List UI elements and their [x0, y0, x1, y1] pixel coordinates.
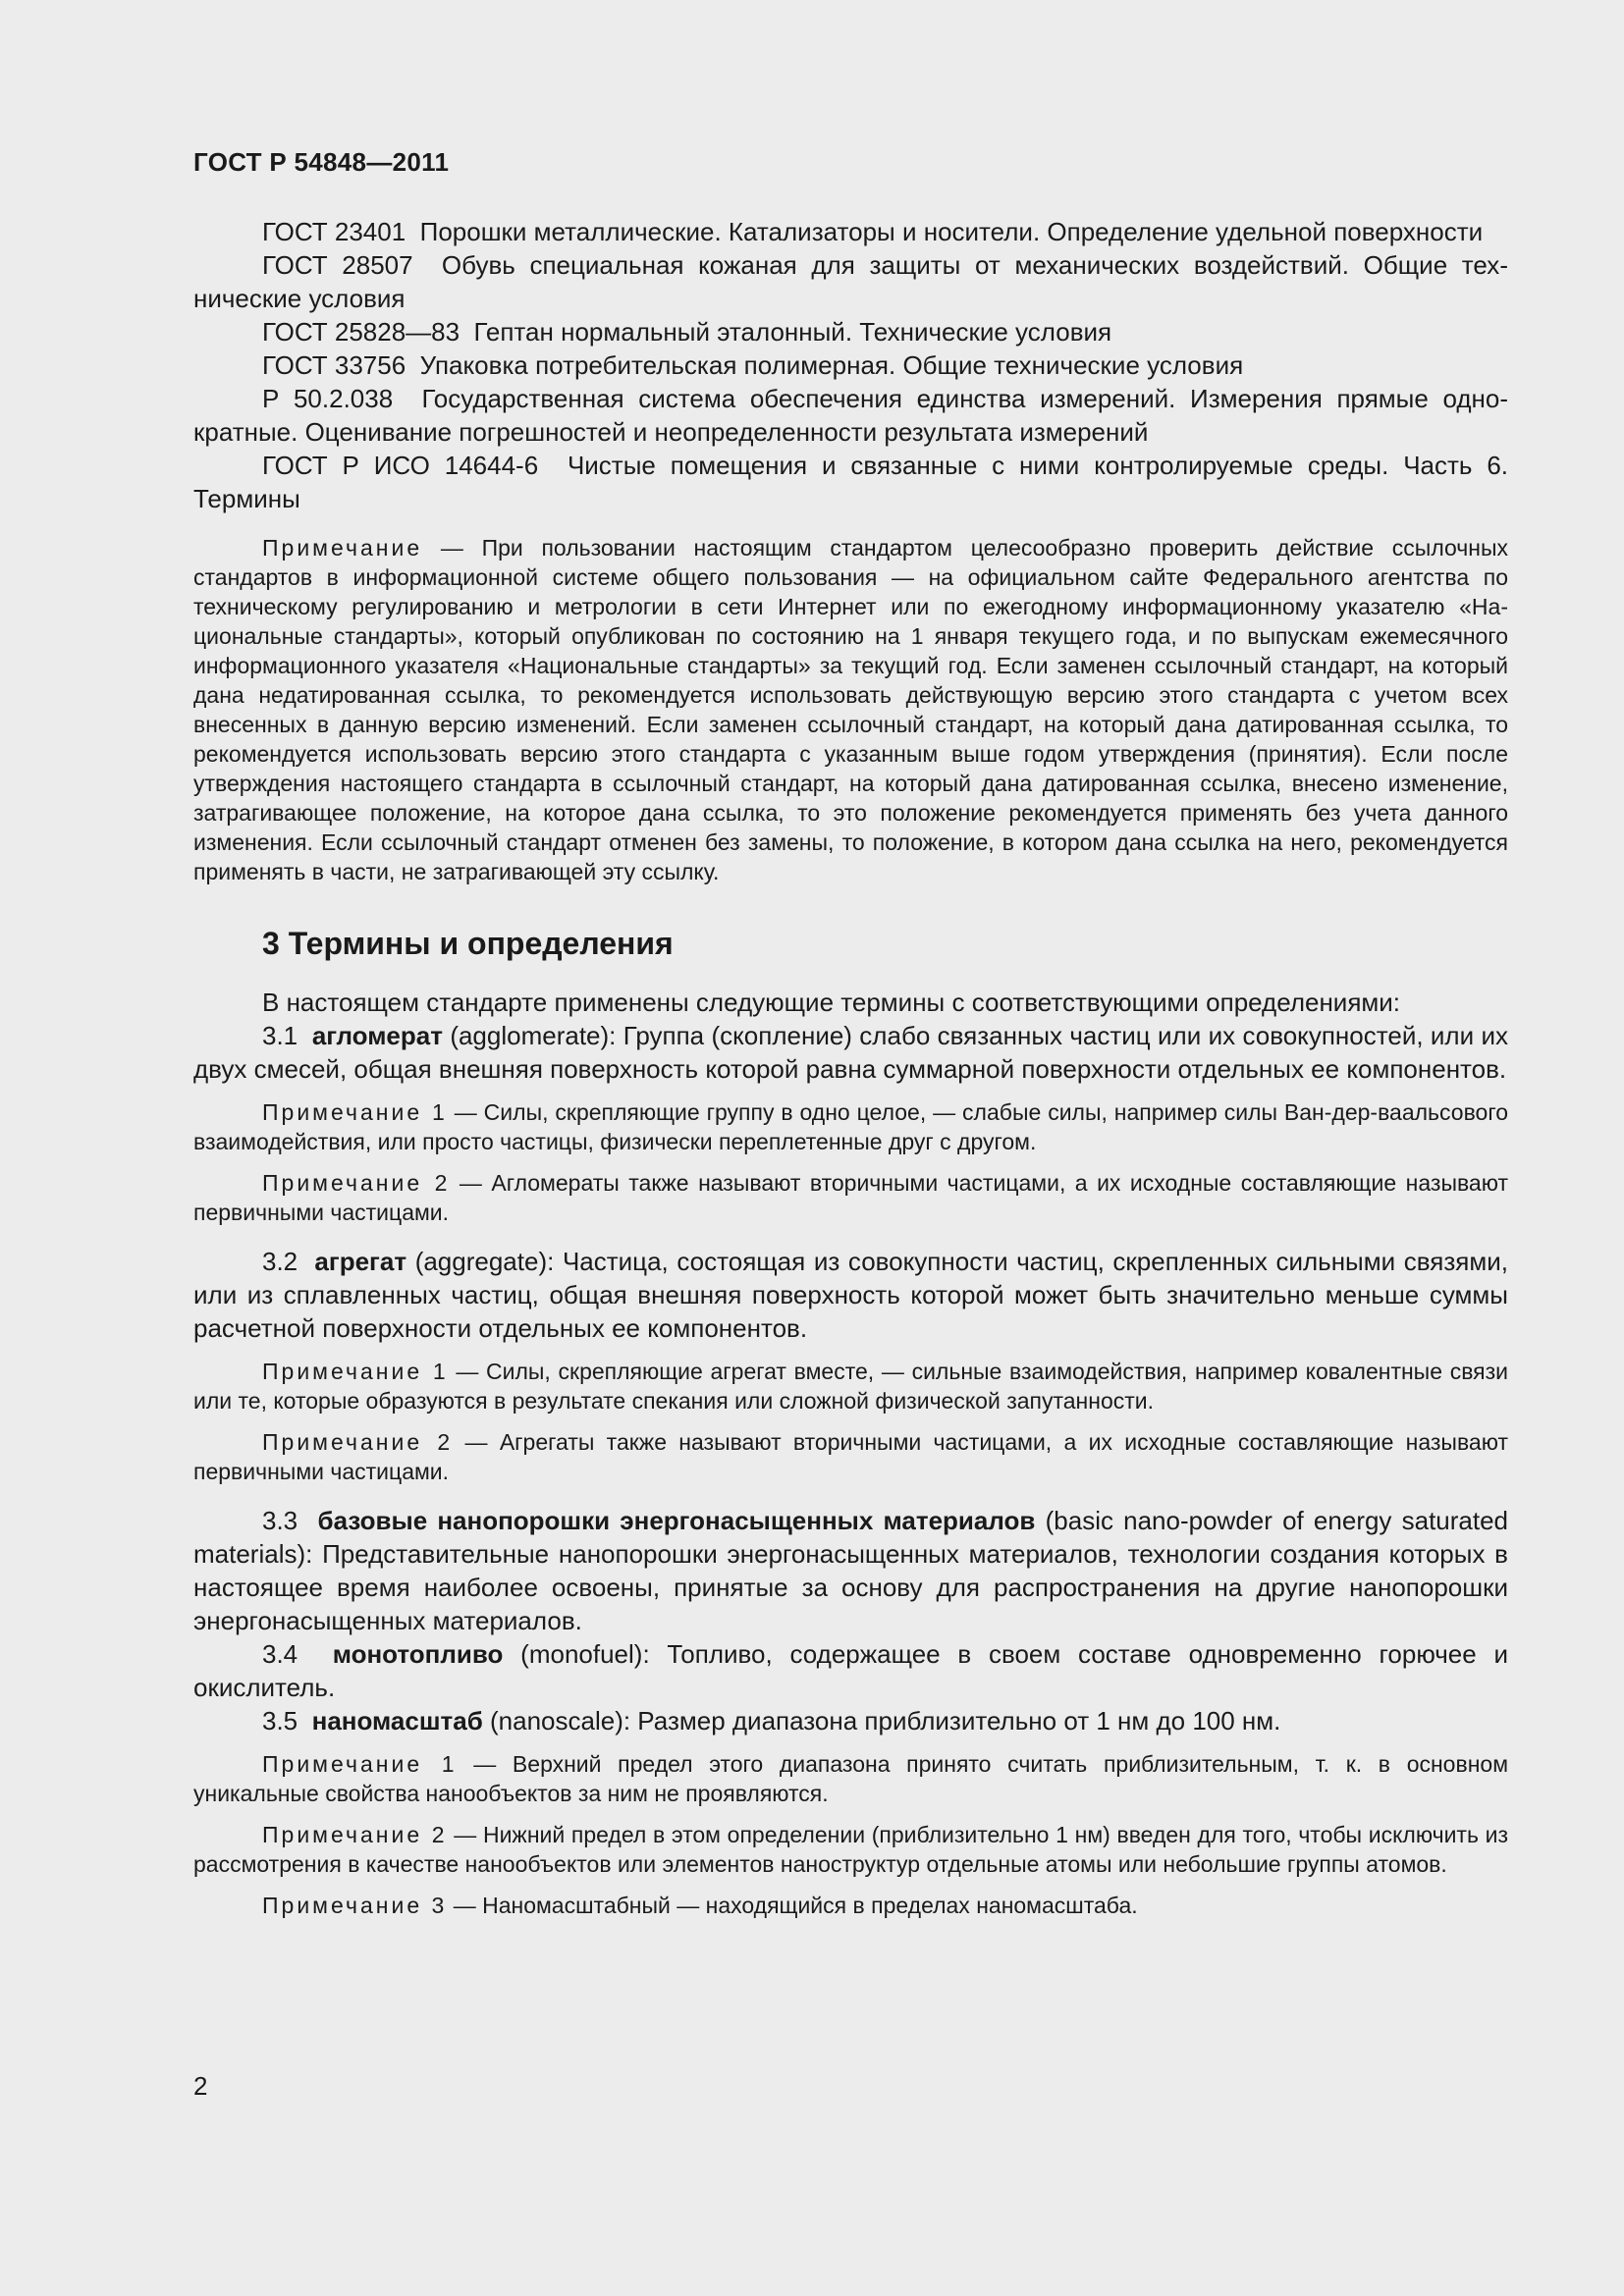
term-definition: (monofuel): Топливо, содержащее в своем составе одновременно горючее и окислитель. — [193, 1639, 1508, 1702]
term-note — [193, 1427, 1508, 1486]
term-name: наномасштаб — [311, 1706, 483, 1735]
note-label: Примечание 2 — [262, 1429, 454, 1455]
note-text: — Силы, скрепляющие агрегат вместе, — сильные взаимодействия, например ковалентные связи или те, которые образуются в результате спекания или сложной физической запутанности. — [193, 1359, 1509, 1414]
term-name: агрегат — [314, 1247, 407, 1276]
term-number: 3.4 — [262, 1639, 298, 1669]
reference-title: Порошки металлические. Катализаторы и носители. Определение удельной поверхности — [419, 217, 1484, 246]
term-note — [193, 1749, 1508, 1808]
page-number: 2 — [193, 2071, 208, 2101]
note-text: — Верхний предел этого диапазона принято считать приблизительным, т. к. в основном уникальные свойства нанообъектов за ним не проявляются. — [193, 1751, 1509, 1806]
reference-item — [193, 215, 1508, 248]
term-number: 3.3 — [262, 1506, 298, 1535]
term-definition: (aggregate): Частица, состоящая из совокупности частиц, скрепленных сильными связями, или из сплавленных частиц, общая внешняя поверхность которой может быть значительно меньше суммы расчетной поверхности отдельных ее компонентов. — [193, 1247, 1508, 1343]
reference-code: ГОСТ 28507 — [262, 250, 413, 280]
reference-code: ГОСТ 23401 — [262, 217, 406, 246]
term-name: агломерат — [311, 1021, 443, 1050]
reference-code: ГОСТ 33756 — [262, 350, 406, 380]
note-label: Примечание 1 — [262, 1099, 448, 1125]
references-list — [193, 215, 1508, 515]
term-3-2 — [193, 1245, 1508, 1345]
note-text: — Нижний предел в этом определении (приблизительно 1 нм) введен для того, чтобы исключить из рассмотрения в качестве нанообъектов или элементов наноструктур отдельные атомы или небольшие группы атомов. — [193, 1822, 1509, 1877]
note-label: Примечание 2 — [262, 1822, 448, 1847]
note-label: Примечание 1 — [262, 1359, 449, 1384]
term-3-3 — [193, 1504, 1508, 1637]
reference-item — [193, 315, 1508, 348]
term-note — [193, 1891, 1508, 1920]
note-label: Примечание 1 — [262, 1751, 458, 1777]
term-3-1 — [193, 1019, 1508, 1086]
term-name: монотопливо — [332, 1639, 504, 1669]
reference-code: ГОСТ Р ИСО 14644-6 — [262, 451, 539, 480]
reference-title: Чистые помещения и связанные с ними контролируемые среды. Часть 6. Термины — [193, 451, 1509, 513]
note-label: Примечание 2 — [262, 1170, 451, 1196]
term-note — [193, 1820, 1508, 1879]
term-definition: (basic nano-powder of energy saturated materials): Представительные нанопорошки энергонасыщенных материалов, технологии создания которых в настоящее время наиболее освоены, принятые за основу для распространения на другие нанопорошки энергонасыщенных материалов. — [193, 1506, 1509, 1635]
term-number: 3.1 — [262, 1021, 298, 1050]
reference-item — [193, 248, 1508, 315]
document-header: ГОСТ Р 54848—2011 — [193, 147, 450, 177]
note-text: — При пользовании настоящим стандартом целесообразно проверить действие ссылочных стандартов в информационной системе общего пользования — на официальном сайте Федерального агентства по техническому регулированию и метрологии в сети Интернет или по ежегодному информационному указателю «Национальные стандарты», который опубликован по состоянию на 1 января текущего года, и по выпускам ежемесячного информационного указателя «Национальные стандарты» за текущий год. Если заменен ссылочный стандарт, на который дана недатированная ссылка, то рекомендуется использовать действующую версию этого стандарта с учетом всех внесенных в данную версию изменений. Если заменен ссылочный стандарт, на который дана датированная ссылка, то рекомендуется использовать версию этого стандарта с указанным выше годом утверждения (принятия). Если после утверждения настоящего стандарта в ссылочный стандарт, на который дана датированная ссылка, внесено изменение, затрагивающее положение, на которое дана ссылка, то это положение рекомендуется применять без учета данного изменения. Если ссылочный стандарт отменен без замены, то положение, в котором дана ссылка на него, рекомендуется применять в части, не затрагивающей эту ссылку. — [193, 535, 1508, 884]
term-note — [193, 1357, 1508, 1415]
reference-item — [193, 382, 1508, 449]
section-title: 3 Термины и определения — [262, 926, 674, 961]
note-text: — Силы, скрепляющие группу в одно целое, — слабые силы, например силы Ван-дер-ваальсового взаимодействия, или просто частицы, физически переплетенные друг с другом. — [193, 1099, 1508, 1154]
reference-title: Обувь специальная кожаная для защиты от механических воздействий. Общие технические условия — [193, 250, 1508, 313]
term-definition: (nanoscale): Размер диапазона приблизительно от 1 нм до 100 нм. — [490, 1706, 1281, 1735]
section-intro: В настоящем стандарте применены следующие термины с соответствующими определениями: — [262, 988, 1401, 1017]
term-name: базовые нанопорошки энергонасыщенных материалов — [317, 1506, 1036, 1535]
term-number: 3.2 — [262, 1247, 298, 1276]
reference-item — [193, 449, 1508, 515]
note-label: Примечание 3 — [262, 1893, 448, 1918]
reference-code: ГОСТ 25828—83 — [262, 317, 460, 347]
note-label: Примечание — [262, 535, 423, 561]
note-text: — Наномасштабный — находящийся в пределах наномасштаба. — [453, 1893, 1138, 1918]
reference-title: Гептан нормальный эталонный. Технические условия — [473, 317, 1112, 347]
note-text: — Агрегаты также называют вторичными частицами, а их исходные составляющие называют первичными частицами. — [193, 1429, 1508, 1484]
reference-item — [193, 348, 1508, 382]
term-definition: (agglomerate): Группа (скопление) слабо связанных частиц или их совокупностей, или их двух смесей, общая внешняя поверхность которой равна суммарной поверхности отдельных ее компонентов. — [193, 1021, 1508, 1084]
term-number: 3.5 — [262, 1706, 298, 1735]
reference-title: Упаковка потребительская полимерная. Общие технические условия — [419, 350, 1244, 380]
reference-code: Р 50.2.038 — [262, 384, 394, 413]
term-3-4 — [193, 1637, 1508, 1704]
references-note — [193, 533, 1508, 886]
term-note — [193, 1097, 1508, 1156]
term-note — [193, 1168, 1508, 1227]
term-3-5 — [193, 1704, 1508, 1737]
reference-title: Государственная система обеспечения единства измерений. Измерения прямые однократные. Оценивание погрешностей и неопределенности результата измерений — [193, 384, 1509, 447]
note-text: — Агломераты также называют вторичными частицами, а их исходные составляющие называют первичными частицами. — [193, 1170, 1509, 1225]
